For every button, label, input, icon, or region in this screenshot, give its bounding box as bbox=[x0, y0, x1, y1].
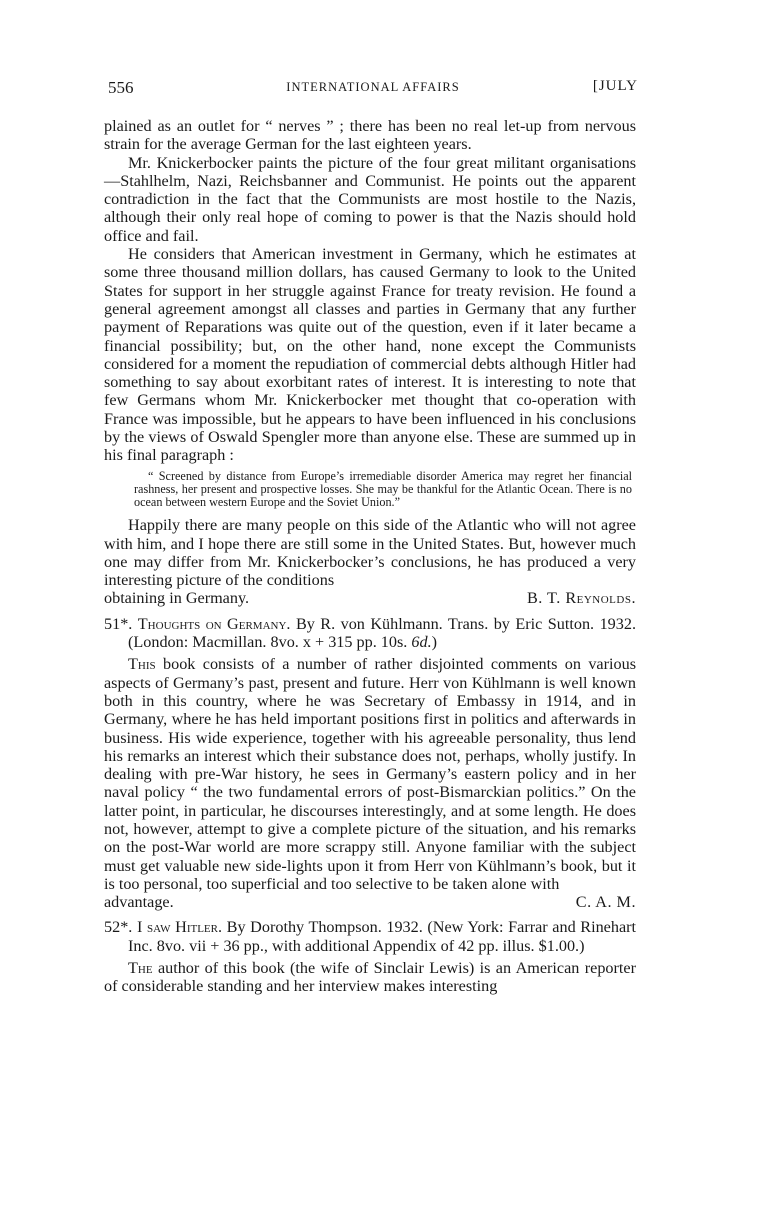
paragraph: He considers that American investment in Germany, which he estimates at some three thousand million dollars, has caused Germany to look to the United States for support in her struggle against France for treaty revision. He found a general agreement amongst all classes and parties in Germany that any further payment of Reparations was quite out of the question, even if it later became a financial possibility; but, on the other hand, none except the Communists considered for a moment the repudiation of commercial debts although Hitler had something to say about exorbitant rates of interest. It is interesting to note that few Germans whom Mr. Knickerbocker met thought that co-operation with France was impossible, but he appears to have been influenced in his conclusions by the views of Oswald Spengler more than anyone else. These are summed up in his final paragraph : bbox=[104, 245, 636, 465]
page-body bbox=[104, 117, 636, 996]
paragraph: plained as an outlet for “ nerves ” ; there has been no real let-up from nervous strain for the average German for the last eighteen years. bbox=[104, 117, 636, 154]
block-quote bbox=[134, 470, 632, 510]
book-entry-51 bbox=[104, 615, 636, 652]
review-signature-line bbox=[104, 589, 636, 607]
paragraph-last-line: advantage. bbox=[104, 893, 174, 912]
review-paragraph bbox=[104, 959, 636, 996]
paragraph-last-line: obtaining in Germany. bbox=[104, 589, 250, 608]
book-entry-52 bbox=[104, 918, 636, 955]
reviewer-signature: B. T. Reynolds. bbox=[526, 589, 636, 608]
book-price-italic: 6d. bbox=[411, 633, 432, 652]
book-details: By Dorothy Thompson. 1932. (New York: Farrar and Rinehart Inc. 8vo. vii + 36 pp., with additional Appendix of 42 pp. illus. $1.00.) bbox=[128, 918, 637, 955]
review-text: author of this book (the wife of Sinclair Lewis) is an American reporter of considerable standing and her interview makes interesting bbox=[104, 959, 636, 996]
book-title: I saw Hitler. bbox=[136, 918, 223, 937]
paragraph: Mr. Knickerbocker paints the picture of the four great militant organisations—Stahlhelm, Nazi, Reichsbanner and Communist. He points out the apparent contradiction in the fact that the Communists are most hostile to the Nazis, although their only real hope of coming to power is that the Nazis should hold office and fail. bbox=[104, 153, 636, 245]
entry-number: 51*. bbox=[104, 614, 133, 633]
quote-text: “ Screened by distance from Europe’s irremediable disorder America may regret her financial rashness, her present and prospective losses. She may be thankful for the Atlantic Ocean. There is no ocean between western Europe and the Soviet Union.” bbox=[134, 468, 632, 510]
reviewer-signature: C. A. M. bbox=[575, 893, 636, 912]
running-header bbox=[108, 78, 638, 102]
review-signature-line bbox=[104, 893, 636, 911]
page-number: 556 bbox=[108, 78, 134, 97]
review-text: book consists of a number of rather disjointed comments on various aspects of Germany’s past, present and future. Herr von Kühlmann is well known both in this country, where he was Secretary of Embassy in 1914, and in Germany, where he has held important positions first in politics and afterwards in business. His wide experience, together with his agreeable personality, thus lend his remarks an interest which their substance does not, perhaps, wholly justify. In dealing with pre-War history, he sees in Germany’s eastern policy and in her naval policy “ the two fundamental errors of post-Bismarckian politics.” On the latter point, in particular, he discourses interestingly, and at some length. He does not, however, attempt to give a complete picture of the situation, and his remarks on the post-War world are more scrappy still. Anyone familiar with the subject must get valuable new side-lights upon it from Herr von Kühlmann’s book, but it is too personal, too superficial and too selective to be taken alone with bbox=[104, 655, 636, 893]
review-paragraph bbox=[104, 655, 636, 893]
review-lead-word: This bbox=[128, 655, 156, 674]
entry-number: 52*. bbox=[104, 918, 133, 937]
book-details: By R. von Kühlmann. Trans. by Eric Sutton. 1932. (London: Macmillan. 8vo. x + 315 pp. 10s. bbox=[128, 614, 636, 652]
paragraph: Happily there are many people on this side of the Atlantic who will not agree with him, and I hope there are still some in the United States. But, however much one may differ from Mr. Knickerbocker’s conclusions, he has produced a very interesting picture of the conditions bbox=[104, 516, 636, 590]
book-title: Thoughts on Germany. bbox=[137, 614, 291, 633]
journal-title: INTERNATIONAL AFFAIRS bbox=[286, 80, 460, 94]
review-lead-word: The bbox=[128, 959, 153, 978]
book-details-close: ) bbox=[431, 633, 438, 652]
issue-month: [JULY bbox=[592, 78, 638, 94]
